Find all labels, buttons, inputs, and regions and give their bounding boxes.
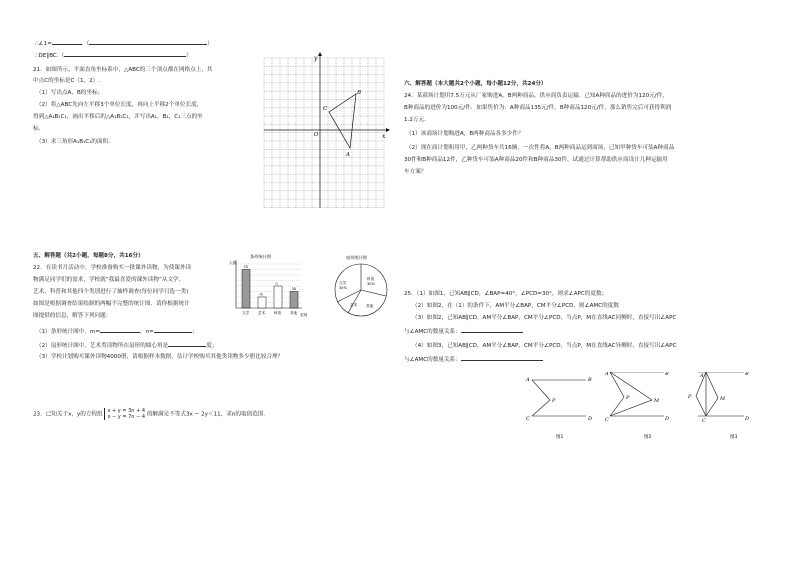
vertex-a-label: A (346, 152, 350, 158)
q23 (33, 408, 269, 420)
vertex-b-label: B (357, 90, 362, 96)
relation-blank-2[interactable] (461, 354, 543, 361)
q25-part-4b-text: 与∠AMC的数量关系： (404, 357, 461, 363)
q22-line-2: 物满足同学们的需求，学校就“我最喜爱的课外读物”从文学、 (33, 277, 185, 283)
q21-part-1: （1）写出点A，B的坐标； (36, 90, 104, 96)
bar-2 (274, 286, 282, 308)
q24-line-1: 24．某商场计划用7.5万元从厂家购进A，B两种商品，供应商负责运输．已知A种商品的进价为120元/件， (404, 93, 668, 99)
y-axis-label: y (314, 55, 318, 62)
q20-line1-mid: .（ (81, 41, 90, 47)
label-p: P (688, 394, 692, 400)
bar-x-label: 类别 (300, 313, 308, 317)
label-b: B (745, 372, 749, 377)
label-b: B (588, 377, 592, 383)
pie-label-wenxue: 文学 (339, 281, 347, 285)
section-6-heading: 六、解答题（本大题共2个小题，每小题12分，共24分） (404, 81, 547, 87)
q20-line1-prefix: ∴∠1= (35, 41, 52, 47)
label-d: D (588, 416, 593, 422)
q25-part-4b (404, 354, 543, 365)
bar-1 (258, 297, 266, 308)
pie-label-kepu: 科普 (367, 277, 375, 281)
bar-value-label-1: m (259, 292, 264, 297)
q21-part-2a: （2）将△ABC先向左平移3个单位长度，再向上平移2个单位长度， (36, 102, 203, 108)
q20-line1 (35, 38, 213, 49)
q22-part-1-c: ； (191, 329, 198, 335)
label-m: M (654, 398, 660, 404)
x-axis-label: x (382, 133, 386, 140)
path-apc (532, 380, 550, 416)
label-a: A (526, 377, 530, 383)
bar-3 (290, 292, 298, 309)
q23-text-b: 的解满足不等式3x − 2y＜11，求n的取值范围． (146, 411, 269, 418)
figure-1 (520, 372, 600, 442)
q20-line1-end: ） (207, 41, 213, 47)
reason-blank[interactable] (64, 50, 186, 57)
q22-part-1-b: ，n= (140, 329, 154, 335)
q22-line-1: 22．在读书月活动中，学校准备购买一批课外读物，为使课外读 (33, 265, 192, 271)
label-m: M (720, 396, 726, 402)
q22-line-3: 艺术、科普和其他四个类别进行了抽样调查(每位同学只选一类) (33, 289, 189, 295)
coordinate-grid (260, 52, 390, 212)
figure-3 (684, 372, 764, 442)
q20-line2 (35, 50, 192, 61)
bar-value-label-0: 70 (243, 265, 249, 269)
bar-y-label: 人数 (229, 261, 237, 265)
n-blank[interactable] (154, 326, 192, 333)
bar-chart (228, 252, 310, 320)
answer-blank[interactable] (52, 38, 82, 45)
q22-part-2 (36, 340, 217, 351)
section-5-heading: 五、解答题（共2小题，每题8分，共16分） (33, 253, 144, 259)
bar-value-label-3: 30 (291, 287, 297, 291)
vertex-c-label: C (323, 106, 328, 112)
q21-stem-2: 中点C的坐标是C（1，2）. (33, 78, 101, 84)
pie-chart (330, 252, 392, 322)
label-d: D (745, 416, 750, 422)
figure-1-caption: 图1 (556, 435, 564, 440)
q21-part-2c: 标． (33, 126, 45, 132)
pie-value-kepu: 30% (367, 282, 375, 286)
label-d: D (665, 416, 670, 422)
angle-blank[interactable] (168, 340, 206, 347)
y-axis-arrow (318, 52, 322, 56)
q22-part-2-end: 度； (206, 343, 218, 349)
pie-label-qita: 其他 (366, 304, 374, 308)
figure-2-caption: 图2 (644, 435, 652, 440)
pie-label-yishu: 艺术 (350, 303, 358, 307)
q22-part-1-a: （1）条形统计图中，m= (36, 329, 101, 335)
q25-part-2: （2）如图2，在（1）的条件下，AM平分∠BAP，CM平分∠PCD，则∠AMC的度数 (412, 303, 619, 309)
q22-part-2-text: （2）扇形统计图中，艺术类读物所在扇形的圆心角是 (36, 343, 169, 349)
relation-blank-1[interactable] (461, 326, 523, 333)
equation-system (104, 408, 145, 420)
label-a: A (605, 372, 609, 377)
equation-2: x − y = 7n − 4 (107, 414, 146, 420)
bar-0 (242, 270, 250, 309)
x-axis-arrow (386, 128, 390, 132)
q25-part-1: 25．（1）如图1，已知AB∥CD，∠BAP=40°，∠PCD=30°，则求∠APC的度数； (404, 291, 608, 297)
q22-line-5: 图提供的信息，解答下列问题： (33, 313, 112, 319)
q22-line-4: 如图是根据调查结果绘制的两幅不完整的统计图．请你根据统计 (33, 301, 190, 307)
m-blank[interactable] (100, 326, 140, 333)
equation-1: x + y = 3n + 4 (107, 408, 146, 414)
label-c: C (702, 418, 706, 424)
origin-label: O (314, 132, 319, 138)
q25-part-4a: （4）如图3，已知AB∥CD，AM平分∠BAP，CM平分∠PCD，当点P，M在直线AC异侧时，直接写出∠APC (412, 343, 677, 349)
bar-category-label-1: 艺术 (258, 311, 266, 315)
bar-value-label-2: n (275, 281, 278, 286)
reason-blank[interactable] (89, 38, 207, 45)
q24-part-2c: 车方案？ (404, 169, 427, 175)
q24-line-2: B种商品的进价为100元/件．如果售价为：A种商品135元/件，B种商品120元/件，那么销售完后可获得利润 (404, 105, 672, 111)
q24-part-1: （1）该商场计划购进A，B两种商品各多少件？ (406, 131, 524, 137)
figure-3-caption: 图3 (730, 435, 738, 440)
bar-category-label-2: 科普 (274, 311, 282, 315)
figure-2 (602, 372, 682, 442)
bar-chart-title: 条形统计图 (250, 254, 271, 259)
label-p: P (552, 398, 556, 404)
q23-text-a: 23．已知关于x，y的方程组 (33, 411, 103, 418)
q22-part-1 (36, 326, 197, 337)
q24-line-3: 1.2万元． (404, 117, 430, 123)
path-amc (610, 372, 652, 416)
q22-part-3: （3）学校计划购买课外读物4000册，请根据样本数据，估计学校购买其他类读物多少册比较合理？ (36, 354, 284, 360)
label-p: P (626, 395, 630, 401)
q24-part-2b: 30件和B种商品12件，乙种货车可装A种商品20件和B种商品30件，试通过计算帮助供应商设计几种运输用 (404, 157, 668, 163)
path-apc (610, 372, 624, 416)
label-c: C (526, 416, 530, 422)
q25-part-3b-text: 与∠AMC的数量关系： (404, 329, 461, 335)
q25-part-3b (404, 326, 523, 337)
pie-value-wenxue: 35% (339, 286, 347, 290)
pie-chart-title: 扇形统计图 (346, 255, 367, 260)
bar-category-label-3: 其他 (290, 311, 298, 315)
q21-part-3: （3）求三角形A₁B₁C₁的面积． (36, 139, 114, 145)
label-b: B (665, 372, 669, 377)
q21-stem-1: 21．如图所示，平面直角坐标系中，△ABC的三个顶点都在网格点上，其 (33, 67, 213, 73)
q24-part-2a: （2）现在商计划租用甲，乙两种货车共16辆，一次性将A，B两种商品运到商场，已知甲种货车可装A种商品 (406, 145, 675, 151)
path-amc (706, 372, 718, 416)
q21-part-2b: 得到△A₁B₁C₁，画出平移后的△A₁B₁C₁，并写出A₁，B₁，C₁三点的坐 (33, 114, 203, 120)
q25-part-3a: （3）如图2，已知AB∥CD，AM平分∠BAP，CM平分∠PCD，当点P，M在直线AC同侧时，直接写出∠APC (412, 315, 677, 321)
label-c: C (605, 417, 609, 423)
label-a: A (700, 373, 704, 379)
q20-line2-prefix: ∴DE∥BC.（ (35, 53, 65, 59)
q20-line2-end: ） (186, 53, 192, 59)
bar-category-label-0: 文学 (242, 311, 250, 315)
